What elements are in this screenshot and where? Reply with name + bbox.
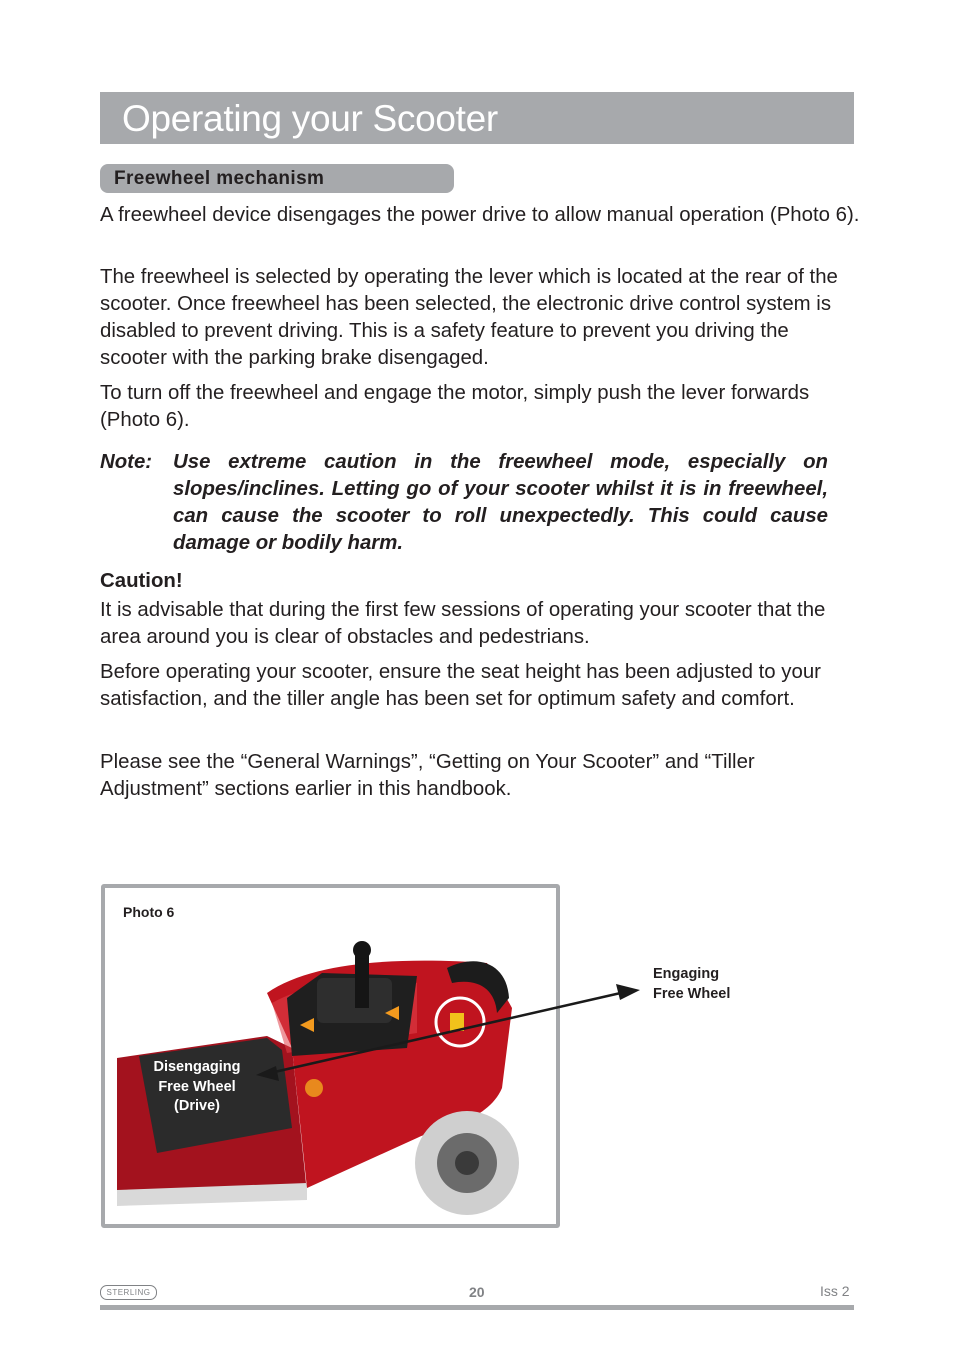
paragraph-freewheel-lever: The freewheel is selected by operating the lever which is located at the rear of the scooter. Once freewheel has been selected, the electronic drive control system is disabled to prevent driving. This is a safety feature to prevent you driving the scooter with the parking brake disengaged. xyxy=(100,266,838,369)
note-label: Note: xyxy=(100,451,153,473)
page-title: Operating your Scooter xyxy=(122,98,498,139)
footer-rule xyxy=(100,1305,854,1310)
paragraph-caution-area: It is advisable that during the first few sessions of operating your scooter that the area around you is clear of obstacles and pedestrians. xyxy=(100,599,826,648)
section-heading: Freewheel mechanism xyxy=(114,168,325,189)
photo-frame xyxy=(101,884,560,1228)
callout-disengaging: Disengaging Free Wheel (Drive) xyxy=(153,1059,241,1114)
sterling-logo: STERLING xyxy=(100,1285,157,1300)
caution-heading: Caution! xyxy=(100,570,183,592)
paragraph-caution-see-sections: Please see the “General Warnings”, “Getting on Your Scooter” and “Tiller Adjustment” sections earlier in this handbook. xyxy=(100,751,755,800)
paragraph-freewheel-intro: A freewheel device disengages the power drive to allow manual operation (Photo 6). xyxy=(100,204,860,226)
issue-number: Iss 2 xyxy=(820,1283,850,1299)
paragraph-caution-seat: Before operating your scooter, ensure the seat height has been adjusted to your satisfaction, and the tiller angle has been set for optimum safety and comfort. xyxy=(100,661,821,710)
photo-label: Photo 6 xyxy=(123,904,175,920)
section-heading-pill xyxy=(100,164,454,193)
paragraph-freewheel-off: To turn off the freewheel and engage the motor, simply push the lever forwards (Photo 6). xyxy=(100,382,810,431)
callout-engaging: Engaging Free Wheel xyxy=(653,966,731,1002)
note-text: Use extreme caution in the freewheel mode, especially on slopes/inclines. Letting go of your scooter whilst it is in freewheel, can cause the scooter to roll unexpectedly. This could cause damage or bodily harm. xyxy=(173,451,828,554)
page-number: 20 xyxy=(469,1284,485,1300)
title-bar xyxy=(100,92,854,144)
arrow-engage-head xyxy=(616,984,640,1000)
